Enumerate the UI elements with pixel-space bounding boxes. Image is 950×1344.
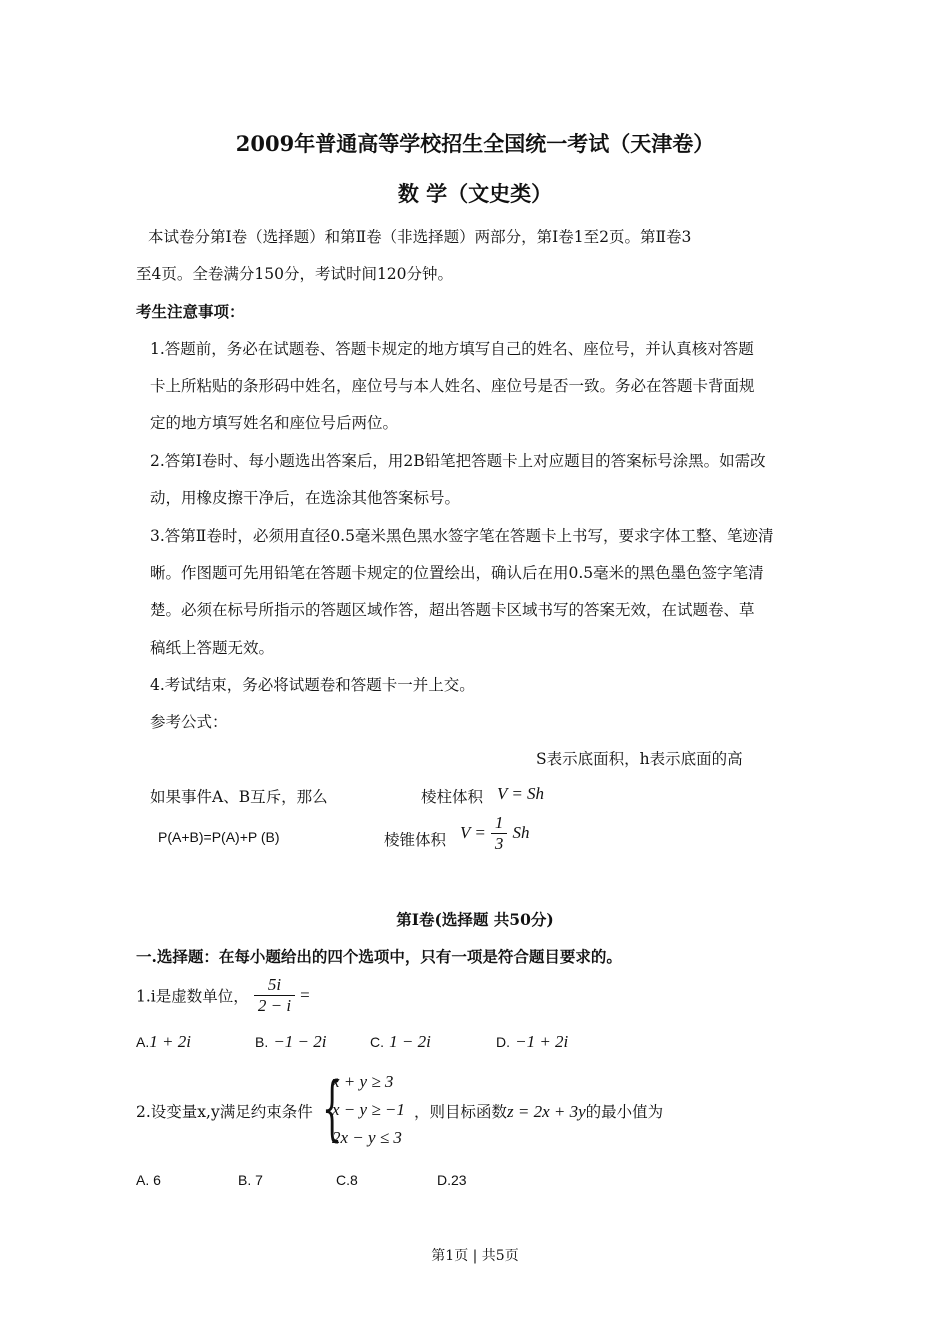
constraint-1: x + y ≥ 3 xyxy=(332,1072,394,1091)
notice-line: 1.答题前，务必在试题卷、答题卡规定的地方填写自己的姓名、座位号，并认真核对答题 xyxy=(150,340,754,358)
q1-fraction xyxy=(254,975,295,1016)
intro-line-1: 本试卷分第Ⅰ卷（选择题）和第Ⅱ卷（非选择题）两部分，第Ⅰ卷1至2页。第Ⅱ卷3 xyxy=(148,228,692,246)
option-value: 1 − 2i xyxy=(389,1032,431,1051)
question-1 xyxy=(136,975,310,1016)
fraction-numerator: 5i xyxy=(254,975,295,996)
q1-option-d xyxy=(496,1032,568,1052)
fraction-denominator: 3 xyxy=(494,834,504,853)
fraction-denominator: 2 − i xyxy=(257,996,292,1015)
event-formula: P(A+B)=P(A)+P (B) xyxy=(158,829,280,845)
page-subtitle: 数 学（文史类） xyxy=(397,181,553,206)
prism-formula: V = Sh xyxy=(497,784,545,803)
notice-line: 4.考试结束，务必将试题卷和答题卡一并上交。 xyxy=(150,676,475,694)
q2-stem: 2.设变量x,y满足约束条件 xyxy=(136,1103,313,1121)
notice-line: 2.答第Ⅰ卷时、每小题选出答案后，用2B铅笔把答题卡上对应题目的答案标号涂黑。如需改 xyxy=(150,452,766,470)
option-letter: B. xyxy=(255,1034,269,1050)
formula-heading: 参考公式： xyxy=(150,713,228,731)
q2-option-c: C.8 xyxy=(336,1172,358,1188)
notice-line: 动，用橡皮擦干净后，在选涂其他答案标号。 xyxy=(150,489,461,507)
objective-function: z = 2x + 3y xyxy=(507,1102,586,1121)
option-value: −1 − 2i xyxy=(273,1032,327,1051)
q1-equals: = xyxy=(300,985,310,1005)
option-value: 1 + 2i xyxy=(149,1032,191,1051)
option-letter: D. xyxy=(496,1034,510,1050)
notice-line: 楚。必须在标号所指示的答题区域作答，超出答题卡区域书写的答案无效，在试题卷、草 xyxy=(150,601,755,619)
intro-line-2: 至4页。全卷满分150分，考试时间120分钟。 xyxy=(136,265,454,283)
q2-option-b: B. 7 xyxy=(238,1172,263,1188)
q2-option-d: D.23 xyxy=(437,1172,467,1188)
part-heading: 一.选择题：在每小题给出的四个选项中，只有一项是符合题目要求的。 xyxy=(136,947,622,966)
notice-line: 3.答第Ⅱ卷时，必须用直径0.5毫米黑色黑水签字笔在答题卡上书写，要求字体工整、笔迹清 xyxy=(150,527,774,545)
page-footer: 第1页 | 共5页 xyxy=(431,1248,519,1264)
option-letter: C. xyxy=(370,1034,384,1050)
pyramid-lhs: V = xyxy=(460,823,486,842)
constraint-3: 2x − y ≤ 3 xyxy=(332,1128,402,1147)
brace-icon: { xyxy=(322,1067,343,1149)
notice-line: 稿纸上答题无效。 xyxy=(150,639,275,657)
q2-objective xyxy=(414,1100,663,1122)
q1-option-a xyxy=(136,1032,191,1052)
q2-tail-a: ，则目标函数 xyxy=(414,1103,508,1121)
option-value: −1 + 2i xyxy=(515,1032,569,1051)
fraction-numerator: 1 xyxy=(491,813,508,834)
pyramid-rhs: Sh xyxy=(512,823,530,842)
q1-option-c xyxy=(370,1032,431,1052)
notice-line: 卡上所粘贴的条形码中姓名，座位号与本人姓名、座位号是否一致。务必在答题卡背面规 xyxy=(150,377,755,395)
prism-label: 棱柱体积 xyxy=(421,788,484,806)
q1-option-b xyxy=(255,1032,327,1052)
q2-option-a: A. 6 xyxy=(136,1172,161,1188)
notice-line: 定的地方填写姓名和座位号后两位。 xyxy=(150,414,399,432)
q1-stem: 1.i是虚数单位， xyxy=(136,987,249,1006)
section-title: 第Ⅰ卷(选择题 共50分) xyxy=(396,910,554,929)
event-text: 如果事件A、B互斥，那么 xyxy=(150,788,328,806)
q2-tail-b: 的最小值为 xyxy=(585,1103,664,1121)
sh-note: S表示底面积，h表示底面的高 xyxy=(536,750,743,768)
page-title: 2009年普通高等学校招生全国统一考试（天津卷） xyxy=(235,131,715,156)
notice-heading: 考生注意事项： xyxy=(136,302,245,321)
constraint-2: x − y ≥ −1 xyxy=(332,1100,405,1119)
pyramid-formula xyxy=(460,813,530,854)
pyramid-fraction xyxy=(491,813,508,854)
notice-line: 晰。作图题可先用铅笔在答题卡规定的位置绘出，确认后在用0.5毫米的黑色墨色签字笔清 xyxy=(150,564,764,582)
pyramid-label: 棱锥体积 xyxy=(384,831,447,849)
option-letter: A. xyxy=(136,1034,150,1050)
